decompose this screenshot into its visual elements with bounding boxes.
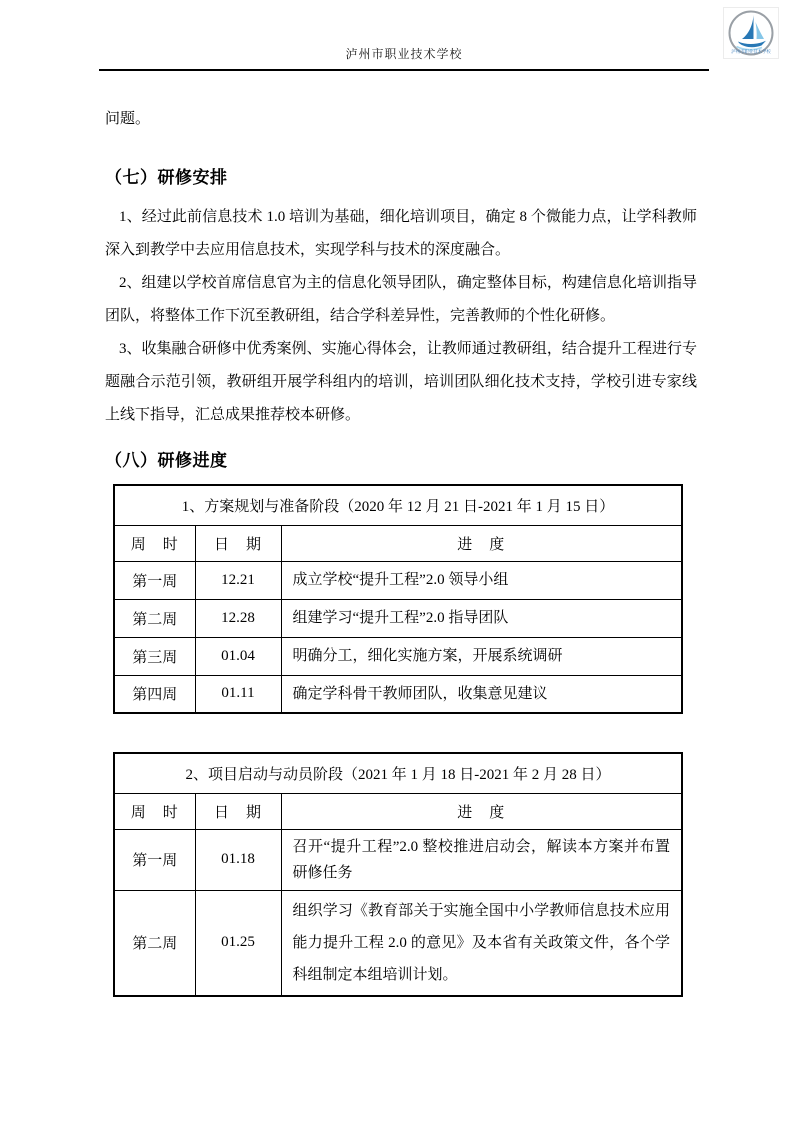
table-row (114, 561, 682, 599)
logo-caption: 泸州市职业技术学校 (731, 49, 771, 55)
cell-week: 第四周 (114, 675, 195, 713)
cell-date: 01.04 (195, 637, 281, 675)
arrangement-paragraphs (105, 201, 697, 432)
schedule-table-phase-1 (113, 484, 683, 714)
table-row (114, 890, 682, 996)
table-title-row (114, 485, 682, 525)
column-header-week: 周 时 (114, 525, 195, 561)
cell-progress: 召开“提升工程”2.0 整校推进启动会，解读本方案并布置研修任务 (281, 829, 682, 890)
table-row (114, 829, 682, 890)
column-header-week: 周 时 (114, 793, 195, 829)
school-name: 泸州市职业技术学校 (345, 47, 463, 61)
document-content (105, 107, 697, 997)
column-header-progress: 进 度 (281, 525, 682, 561)
cell-progress: 组建学习“提升工程”2.0 指导团队 (281, 599, 682, 637)
table-header-row (114, 793, 682, 829)
table-row (114, 599, 682, 637)
table-row (114, 637, 682, 675)
column-header-date: 日 期 (195, 525, 281, 561)
sailboat-logo-icon (727, 9, 775, 57)
section-heading-arrangement: （七）研修安排 (105, 168, 228, 187)
schedule-table-phase-2 (113, 752, 683, 997)
school-logo (723, 7, 779, 59)
cell-date: 12.21 (195, 561, 281, 599)
table-row (114, 675, 682, 713)
paragraph: 3、收集融合研修中优秀案例、实施心得体会，让教师通过教研组，结合提升工程进行专题融合示范引领，教研组开展学科组内的培训，培训团队细化技术支持，学校引进专家线上线下指导，汇总成果推荐校本研修。 (105, 341, 697, 423)
cell-week: 第二周 (114, 890, 195, 996)
cell-progress: 成立学校“提升工程”2.0 领导小组 (281, 561, 682, 599)
table-title-row (114, 753, 682, 793)
paragraph: 2、组建以学校首席信息官为主的信息化领导团队，确定整体目标，构建信息化培训指导团队，将整体工作下沉至教研组，结合学科差异性，完善教师的个性化研修。 (105, 275, 697, 324)
column-header-progress: 进 度 (281, 793, 682, 829)
column-header-date: 日 期 (195, 793, 281, 829)
cell-week: 第二周 (114, 599, 195, 637)
cell-date: 01.18 (195, 829, 281, 890)
table-title: 2、项目启动与动员阶段（2021 年 1 月 18 日-2021 年 2 月 28 日） (114, 753, 682, 793)
cell-week: 第一周 (114, 561, 195, 599)
cell-progress: 明确分工，细化实施方案，开展系统调研 (281, 637, 682, 675)
cell-week: 第一周 (114, 829, 195, 890)
table-header-row (114, 525, 682, 561)
cell-progress: 组织学习《教育部关于实施全国中小学教师信息技术应用能力提升工程 2.0 的意见》及本省有关政策文件，各个学科组制定本组培训计划。 (281, 890, 682, 996)
cell-date: 01.11 (195, 675, 281, 713)
previous-paragraph-tail: 问题。 (105, 111, 151, 127)
cell-week: 第三周 (114, 637, 195, 675)
cell-progress: 确定学科骨干教师团队，收集意见建议 (281, 675, 682, 713)
cell-date: 01.25 (195, 890, 281, 996)
document-header (99, 0, 709, 71)
table-title: 1、方案规划与准备阶段（2020 年 12 月 21 日-2021 年 1 月 15 日） (114, 485, 682, 525)
cell-date: 12.28 (195, 599, 281, 637)
section-heading-progress: （八）研修进度 (105, 451, 228, 470)
paragraph: 1、经过此前信息技术 1.0 培训为基础，细化培训项目，确定 8 个微能力点，让学科教师深入到教学中去应用信息技术，实现学科与技术的深度融合。 (105, 209, 697, 258)
